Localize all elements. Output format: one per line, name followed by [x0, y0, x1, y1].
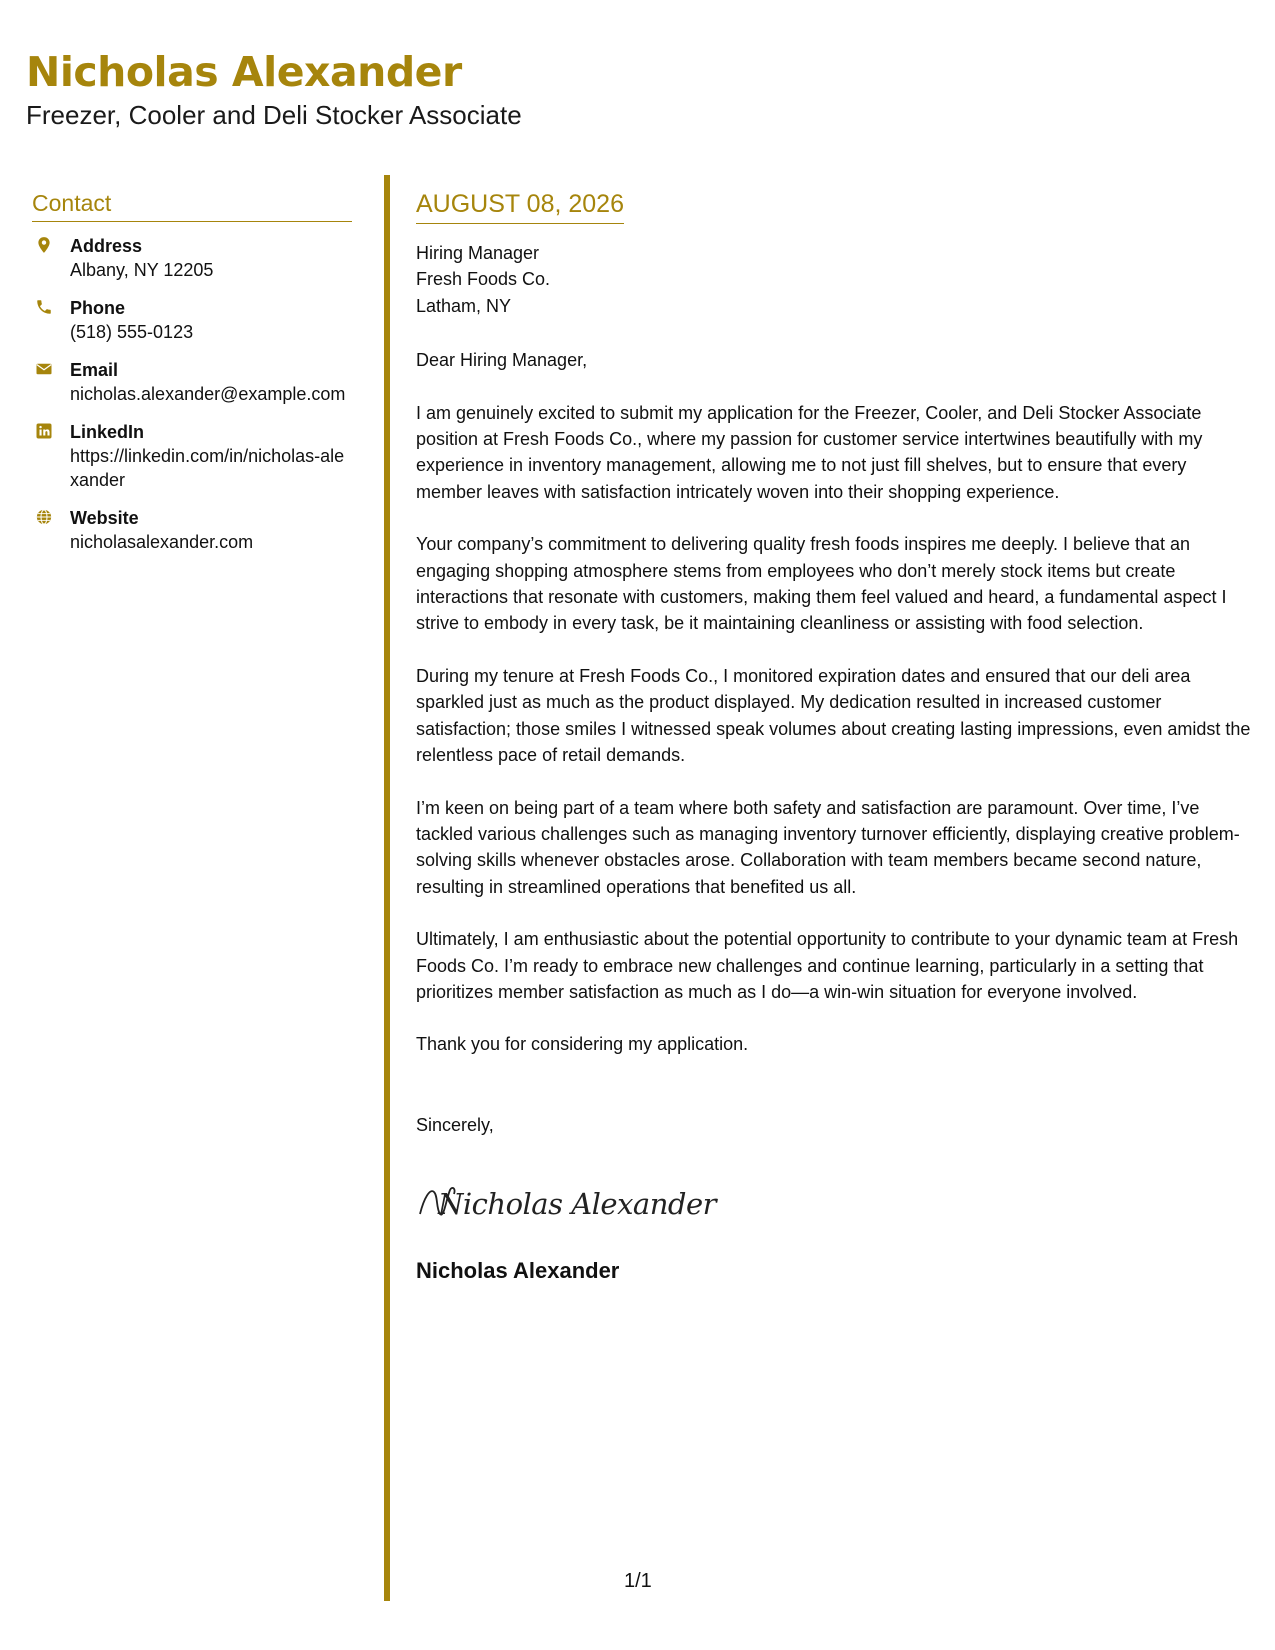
signed-name: Nicholas Alexander — [416, 1258, 620, 1284]
letter-paragraph: I am genuinely excited to submit my application for the Freezer, Cooler, and Deli Stocker Associate position at Fresh Foods Co., where my passion for customer service intertwines beautifully with my experience in inventory management, allowing me to not just fill shelves, but to ensure that every member leaves with satisfaction intricately woven into their shopping experience. — [416, 402, 1203, 502]
letter-paragraph: Thank you for considering my application. — [416, 1034, 749, 1055]
map-pin-icon — [35, 236, 53, 254]
address-value: Albany, NY 12205 — [70, 260, 214, 280]
linkedin-value[interactable]: https://linkedin.com/in/nicholas-alexander — [70, 446, 345, 490]
globe-icon — [35, 508, 53, 526]
letter-paragraph: Your company’s commitment to delivering quality fresh foods inspires me deeply. I believe that an engaging shopping atmosphere stems from employees who don’t merely stock items but create interactions that resonate with customers, making them feel valued and heard, a fundamental aspect I strive to embody in every task, be it maintaining cleanliness or assisting with food selection. — [416, 534, 1227, 634]
contact-sidebar — [32, 190, 352, 568]
website-label: Website — [70, 508, 139, 528]
phone-label: Phone — [70, 298, 126, 318]
letter-date: AUGUST 08, 2026 — [416, 190, 624, 224]
page-number: 1/1 — [624, 1570, 652, 1592]
contact-item-address — [32, 234, 352, 282]
phone-value: (518) 555-0123 — [70, 322, 194, 342]
contact-item-email — [32, 358, 352, 406]
signature-graphic — [416, 1178, 716, 1228]
envelope-icon — [35, 360, 53, 378]
address-label: Address — [70, 236, 143, 256]
salutation: Dear Hiring Manager, — [416, 350, 588, 371]
recipient-line: Hiring Manager — [416, 243, 540, 263]
handwritten-signature — [416, 1178, 716, 1228]
vertical-divider — [384, 175, 390, 1601]
linkedin-icon — [35, 422, 53, 440]
contact-heading: Contact — [32, 190, 352, 222]
website-value[interactable]: nicholasalexander.com — [70, 532, 254, 552]
recipient-block — [416, 240, 1256, 319]
recipient-line: Latham, NY — [416, 295, 512, 316]
recipient-line: Fresh Foods Co. — [416, 269, 551, 290]
email-value[interactable]: nicholas.alexander@example.com — [70, 384, 346, 404]
letter-paragraph: I’m keen on being part of a team where both safety and satisfaction are paramount. Over time, I’ve tackled various challenges such as managing inventory turnover efficiently, displaying creative problem-solving skills whenever obstacles arose. Collaboration with team members became second nature, resulting in streamlined operations that benefited us all. — [416, 797, 1240, 897]
closing: Sincerely, — [416, 1114, 494, 1135]
phone-icon — [35, 298, 53, 316]
letter-paragraph: Ultimately, I am enthusiastic about the potential opportunity to contribute to your dynamic team at Fresh Foods Co. I’m ready to embrace new challenges and continue learning, particularly in a setting that prioritizes member satisfaction as much as I do—a win-win situation for everyone involved. — [416, 929, 1239, 1002]
contact-item-linkedin — [32, 420, 352, 492]
letter-body — [416, 190, 1256, 1284]
contact-item-website — [32, 506, 352, 554]
applicant-name: Nicholas Alexander — [26, 48, 462, 96]
email-label: Email — [70, 360, 119, 380]
letter-paragraph: During my tenure at Fresh Foods Co., I monitored expiration dates and ensured that our deli area sparkled just as much as the product displayed. My dedication resulted in increased customer satisfaction; those smiles I witnessed speak volumes about creating lasting impressions, even amidst the relentless pace of retail demands. — [416, 665, 1251, 766]
contact-item-phone — [32, 296, 352, 344]
signature-text: Nicholas Alexander — [438, 1187, 716, 1222]
linkedin-label: LinkedIn — [70, 422, 145, 442]
job-title: Freezer, Cooler and Deli Stocker Associate — [26, 100, 522, 130]
